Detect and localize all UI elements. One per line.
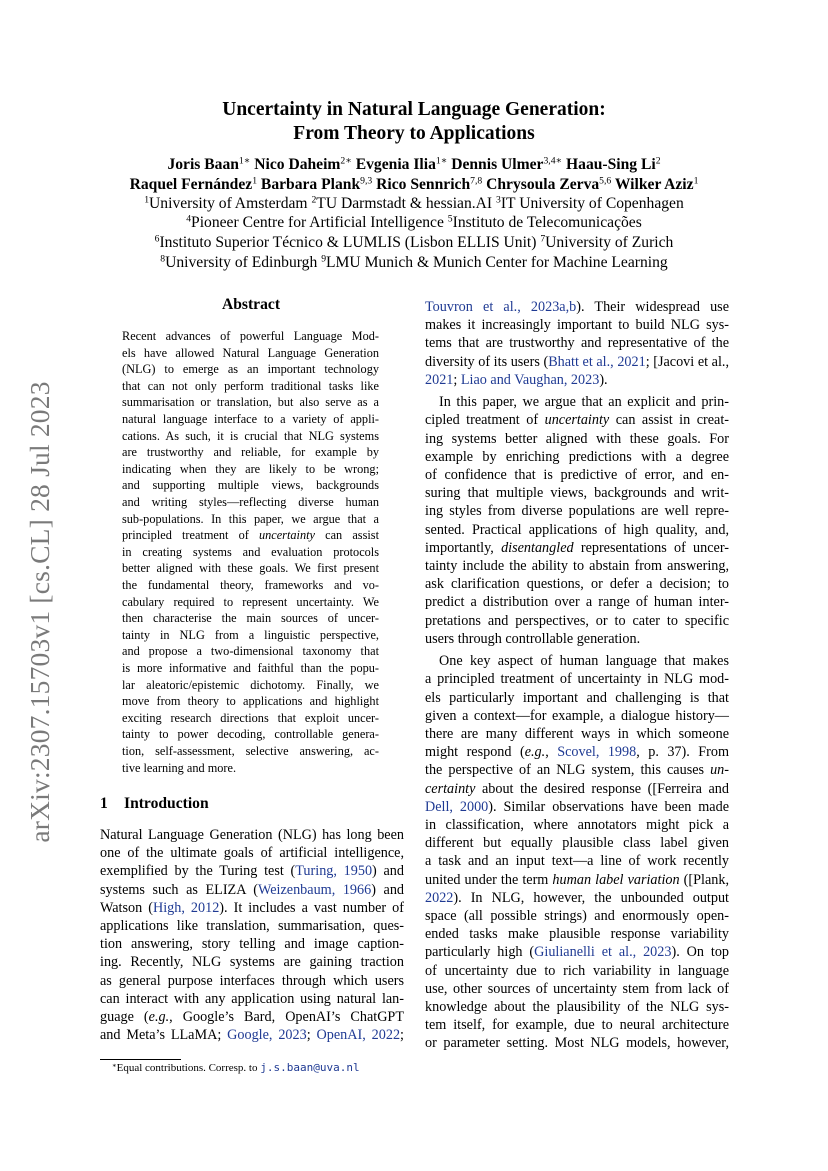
body-text-line: users through controllable generation.	[425, 630, 641, 647]
body-text-line: predict a distribution over a range of human inter-	[425, 594, 729, 611]
citation-link[interactable]: Weizenbaum, 1966	[258, 881, 372, 898]
author-affiliation-marker: 3,4∗	[543, 155, 563, 167]
affiliation-line	[0, 194, 828, 214]
body-text-line: tainty include the ability to abstain from answering,	[425, 558, 729, 574]
paper-title-line-2: From Theory to Applications	[293, 123, 535, 144]
body-text-line: can interact with any application using natural lan-	[100, 990, 404, 1007]
body-text-line: ing systems better aligned with these goals. For	[425, 430, 729, 447]
author-name: Chrysoula Zerva	[486, 176, 600, 193]
body-text-line: knowledge about the plausibility of the NLG sys-	[425, 999, 729, 1015]
author-name: Nico Daheim	[254, 156, 341, 173]
author-list-line-1	[0, 155, 828, 175]
affiliation-name: Instituto Superior Técnico & LUMLIS (Lisbon ELLIS Unit)	[159, 234, 541, 251]
abstract-line: and supporting multiple views, backgrounds	[122, 478, 379, 493]
affiliation-marker: 7	[540, 233, 546, 245]
body-text-line: suring that multiple views, backgrounds and writ-	[425, 485, 729, 502]
footnote-text: Equal contributions. Corresp. to	[116, 1062, 261, 1074]
body-text-line: Dell, 2000). Similar observations have been made	[425, 798, 729, 815]
abstract-line: the fundamental theory, frameworks and vo-	[122, 578, 379, 592]
affiliation-name: University of Edinburgh	[165, 254, 322, 271]
abstract-line: is more informative and faithful than the popu-	[122, 661, 379, 675]
abstract-line: move from theory to applications and highlight	[122, 694, 379, 709]
body-text-line: ask clarification questions, or defer a decision; to	[425, 576, 729, 593]
section-heading	[100, 795, 209, 813]
author-name: Evgenia Ilia	[355, 156, 436, 173]
abstract-line: cations. As such, it is crucial that NLG systems	[122, 428, 379, 443]
body-text-line: 2022). In NLG, however, the unbounded output	[425, 889, 729, 906]
body-text-line: different but equally plausible class label given	[425, 835, 729, 852]
body-text-line: makes it increasingly important to build NLG sys-	[425, 317, 729, 334]
body-text-line: ing. Recently, NLG systems are gaining traction	[100, 954, 404, 971]
author-affiliation-marker: 2	[655, 155, 661, 167]
author-affiliation-marker: 1∗	[238, 155, 251, 167]
footnote-rule	[100, 1059, 181, 1060]
author-name: Rico Sennrich	[376, 176, 471, 193]
body-text-line: Watson (High, 2012). It includes a vast number of	[100, 899, 404, 916]
emphasis-text: uncertainty	[544, 412, 610, 429]
citation-link[interactable]: Turing, 1950	[295, 863, 373, 880]
affiliation-name: Instituto de Telecomunicações	[452, 214, 642, 231]
body-text-line: guage (e.g., Google’s Bard, OpenAI’s ChatGPT	[100, 1009, 404, 1025]
body-text-line: Natural Language Generation (NLG) has long been	[100, 827, 404, 843]
body-text-line: diversity of its users (Bhatt et al., 2021; [Jacovi et al.,	[425, 353, 730, 370]
abstract-line: Recent advances of powerful Language Mod-	[122, 329, 379, 343]
author-name: Haau-Sing Li	[566, 156, 656, 173]
abstract-line: in creating systems and evaluation protocols	[122, 544, 379, 559]
body-text-line: of uncertainty due to rich variability in language	[425, 962, 729, 979]
emphasis-text: disentangled	[501, 539, 574, 556]
emphasis-text: un-	[710, 762, 729, 779]
body-text-line: pretations and perspectives, or to cater to specific	[425, 612, 729, 629]
author-affiliation-marker: 1∗	[435, 155, 448, 167]
emphasis-text: uncertainty	[258, 528, 315, 543]
affiliation-name: LMU Munich & Munich Center for Machine Learning	[326, 254, 668, 271]
abstract-line: exciting research directions that exploit uncer-	[122, 710, 379, 725]
abstract-line: then characterise the main sources of uncer-	[122, 611, 379, 626]
affiliation-marker: 3	[496, 194, 501, 206]
author-name: Wilker Aziz	[614, 176, 694, 193]
abstract-line: tive learning and more.	[122, 760, 237, 775]
body-text-line: cipled treatment of uncertainty can assist in creat-	[425, 412, 730, 429]
abstract-line: better aligned with these goals. We first present	[122, 561, 379, 576]
affiliation-marker: 4	[186, 213, 192, 225]
abstract-line: natural language interface to a variety of appli-	[122, 412, 379, 426]
affiliation-marker: 9	[321, 253, 327, 265]
author-name: Joris Baan	[167, 156, 239, 173]
abstract-line: summarisation or translation, but also serve as a	[122, 395, 379, 410]
citation-link[interactable]: OpenAI, 2022	[316, 1027, 401, 1044]
author-list-line-2	[0, 175, 828, 195]
abstract-line: that can not only perform traditional tasks like	[122, 378, 379, 393]
citation-link[interactable]: High, 2012	[152, 899, 220, 916]
affiliation-line	[0, 253, 828, 273]
body-text-line: of confidence that is predictive of error, and en-	[425, 467, 729, 483]
body-text-line: 2021; Liao and Vaughan, 2023).	[425, 371, 608, 388]
affiliation-line	[0, 213, 828, 233]
body-text-line: importantly, disentangled representations of uncer-	[425, 539, 729, 556]
affiliation-name: IT University of Copenhagen	[500, 195, 684, 212]
author-affiliation-marker: 1	[693, 175, 699, 187]
emphasis-text: e.g.	[524, 744, 546, 761]
abstract-line: indicating when they are likely to be wrong;	[122, 461, 379, 476]
author-affiliation-marker: 7,8	[470, 175, 483, 187]
abstract-line: lar aleatoric/epistemic dichotomy. Finally, we	[122, 677, 379, 692]
citation-link[interactable]: Dell, 2000	[425, 798, 489, 815]
abstract-line: tion, self-assessment, selective answering, ac-	[122, 744, 379, 758]
body-text-line: space (all possible strings) and enormously open-	[425, 908, 729, 924]
affiliation-name: University of Zurich	[545, 234, 674, 251]
affiliation-marker: 6	[154, 233, 160, 245]
citation-link[interactable]: Touvron et al., 2023a,b	[425, 299, 577, 315]
citation-link[interactable]: 2021	[425, 371, 454, 388]
body-text-line: there are many different ways in which someone	[425, 726, 729, 742]
body-text-line: a principled treatment of uncertainty in NLG mod-	[425, 671, 729, 688]
author-name: Barbara Plank	[260, 176, 361, 193]
affiliation-marker: 1	[144, 194, 150, 206]
affiliation-name: University of Amsterdam	[149, 195, 312, 212]
body-text-line: Touvron et al., 2023a,b). Their widespread use	[425, 299, 729, 315]
body-text-line: or parameter setting. Most NLG models, however,	[425, 1035, 729, 1052]
body-text-line: and Meta’s LLaMA; Google, 2023; OpenAI, 2022;	[100, 1027, 404, 1044]
abstract-line: els have allowed Natural Language Generation	[122, 345, 379, 360]
body-text-line: particularly high (Giulianelli et al., 2023). On top	[425, 944, 730, 961]
abstract-line: and writing styles—reflecting diverse human	[122, 495, 379, 509]
body-text-line: a task and an input text—a line of work recently	[425, 853, 729, 870]
body-text-line: exemplified by the Turing test (Turing, 1950) and	[100, 863, 404, 880]
body-text-line: as general purpose interfaces through which users	[100, 972, 404, 989]
abstract-line: tainty to power decoding, controllable genera-	[122, 727, 379, 742]
body-text-line: ing styles from diverse populations are well repre-	[425, 503, 729, 520]
body-text-line: tems that are trustworthy and representative of the	[425, 335, 729, 352]
citation-link[interactable]: Liao and Vaughan, 2023	[460, 371, 600, 388]
author-affiliation-marker: 9,3	[360, 175, 373, 187]
author-affiliation-marker: 1	[252, 175, 258, 187]
author-name: Raquel Fernández	[129, 176, 253, 193]
author-affiliation-marker: 2∗	[340, 155, 352, 167]
affiliation-name: Pioneer Centre for Artificial Intelligence	[191, 214, 448, 231]
emphasis-text: human label variation	[552, 871, 680, 888]
abstract-line: sub-populations. In this paper, we argue that a	[122, 511, 379, 526]
body-text-line: example by enriching predictions with a degree	[425, 448, 729, 465]
body-text-line: one of the ultimate goals of artificial intelligence,	[100, 845, 404, 862]
abstract-line: cabulary required to represent uncertainty. We	[122, 594, 379, 609]
body-text-line: tem itself, for example, due to neural architecture	[425, 1017, 729, 1034]
citation-link[interactable]: Scovel, 1998	[557, 744, 637, 761]
abstract-line: and propose a two-dimensional taxonomy that	[122, 644, 379, 659]
citation-link[interactable]: Bhatt et al., 2021	[548, 353, 646, 370]
body-text-line: ended tasks make plausible response variability	[425, 926, 729, 943]
body-text-line: In this paper, we argue that an explicit and prin-	[439, 394, 729, 411]
section-title: Introduction	[124, 795, 209, 812]
body-text-line: tion answering, story telling and image caption-	[100, 936, 404, 953]
arxiv-stamp-text: arXiv:2307.15703v1 [cs.CL] 28 Jul 2023	[24, 381, 55, 843]
body-text-line: might respond (e.g., Scovel, 1998, p. 37). From	[425, 744, 730, 761]
affiliation-marker: 8	[160, 253, 166, 265]
citation-link[interactable]: Giulianelli et al., 2023	[534, 944, 672, 961]
body-text-line: united under the term human label variation ([Plank,	[425, 871, 729, 888]
affiliation-marker: 5	[447, 213, 453, 225]
footnote-email-link[interactable]: j.s.baan@uva.nl	[260, 1061, 360, 1074]
paper-title-line-1: Uncertainty in Natural Language Generation:	[222, 99, 606, 120]
body-text-line: els particularly important and challenging is that	[425, 689, 729, 706]
abstract-line: tainty in NLG from a linguistic perspective,	[122, 627, 379, 642]
body-text-line: in classification, where annotators might pick a	[425, 817, 729, 833]
body-text-line: One key aspect of human language that makes	[439, 653, 729, 670]
footnote	[112, 1061, 360, 1074]
body-text-line: applications like translation, summarisation, ques-	[100, 918, 404, 934]
affiliation-marker: 2	[311, 194, 317, 206]
abstract-line: (NLG) to emerge as an important technology	[122, 362, 379, 377]
body-text-line: use, other sources of uncertainty stem from lack of	[425, 980, 729, 997]
section-number: 1	[100, 795, 108, 812]
emphasis-text: e.g.	[148, 1009, 170, 1025]
affiliation-line	[0, 233, 828, 253]
body-text-line: systems such as ELIZA (Weizenbaum, 1966) and	[100, 881, 405, 898]
abstract-heading: Abstract	[221, 296, 281, 313]
body-text-line: certainty about the desired response ([Ferreira and	[425, 780, 729, 797]
emphasis-text: certainty	[425, 780, 476, 797]
footnote-marker: ∗	[112, 1062, 117, 1070]
body-text-line: sented. Practical applications of high quality, and,	[425, 521, 729, 538]
author-affiliation-marker: 5,6	[599, 175, 612, 187]
citation-link[interactable]: 2022	[425, 889, 454, 906]
body-text-line: given a context—for example, a dialogue history—	[425, 707, 729, 724]
affiliation-name: TU Darmstadt & hessian.AI	[316, 195, 497, 212]
author-name: Dennis Ulmer	[451, 156, 544, 173]
body-text-line: the perspective of an NLG system, this causes un-	[425, 762, 729, 779]
citation-link[interactable]: Google, 2023	[227, 1027, 307, 1044]
abstract-line: are trustworthy and reliable, for example by	[122, 445, 379, 460]
abstract-line: principled treatment of uncertainty can assist	[122, 528, 379, 543]
